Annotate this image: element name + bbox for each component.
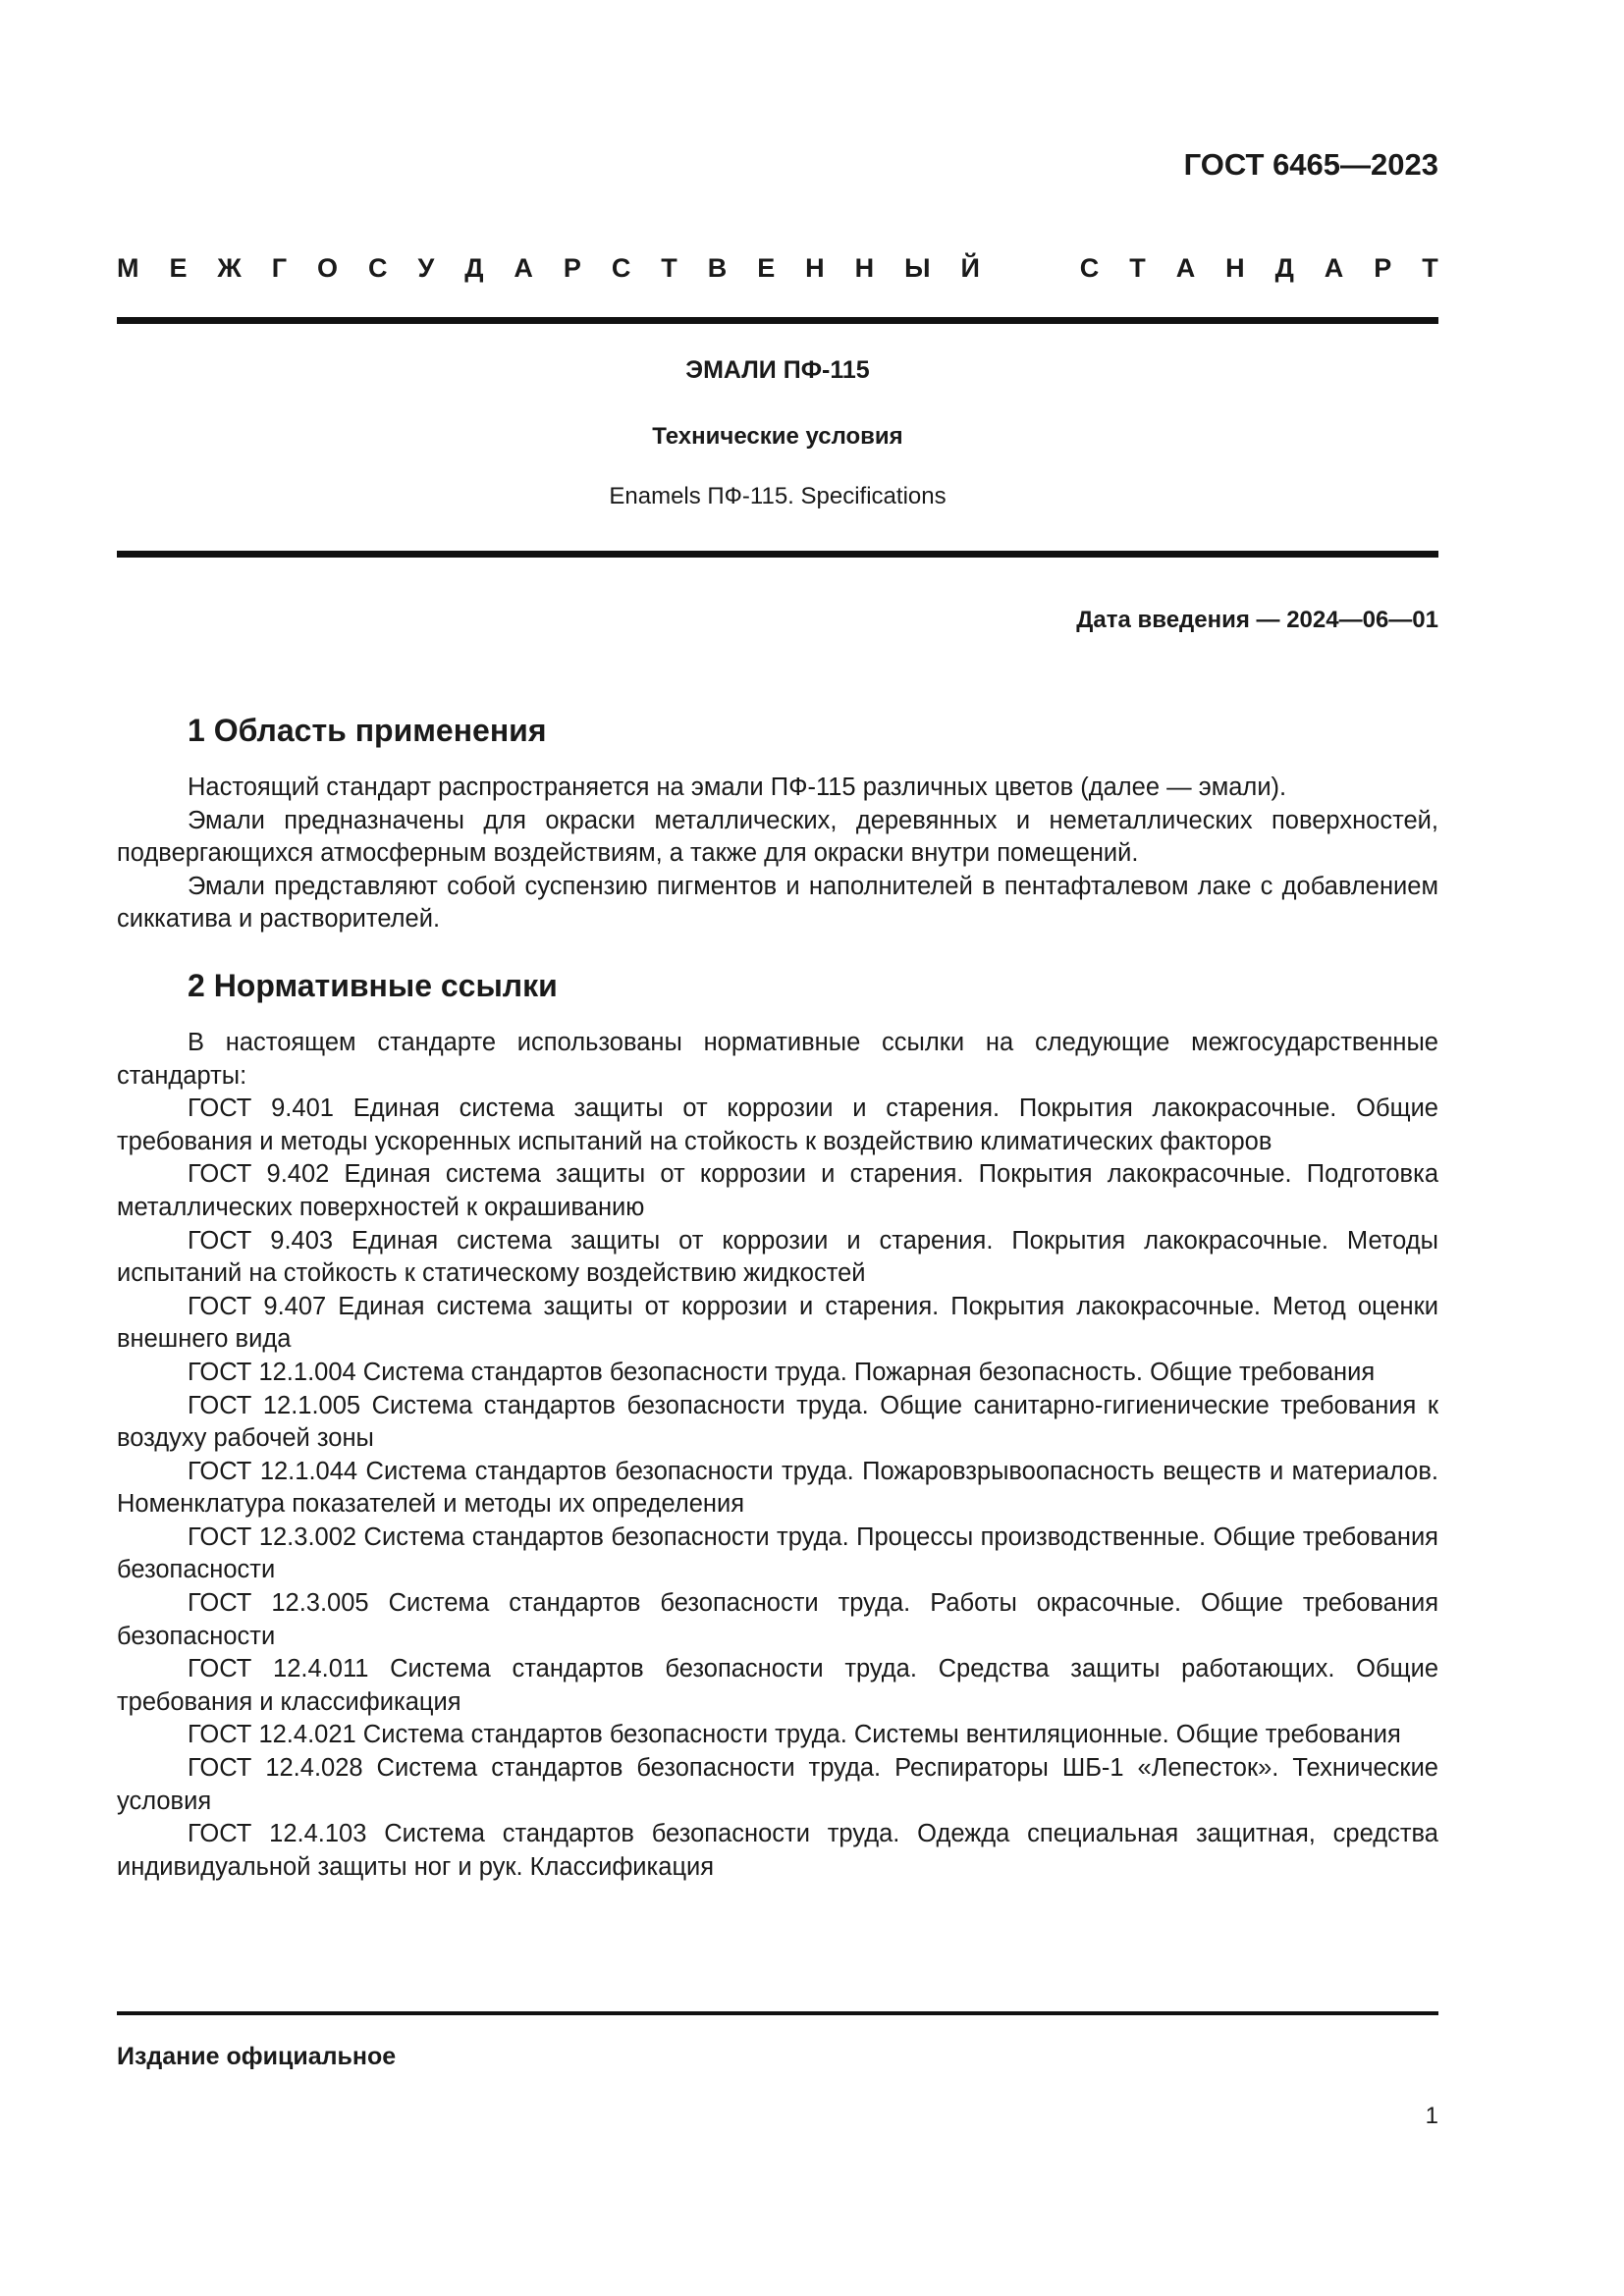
- standard-type-letter: У: [417, 253, 435, 283]
- reference-item: ГОСТ 12.1.004 Система стандартов безопасности труда. Пожарная безопасность. Общие требования: [188, 1358, 1376, 1386]
- section-heading-scope: 1 Область применения: [188, 713, 547, 748]
- reference-item: ГОСТ 12.3.002 Система стандартов безопасности труда. Процессы производственные. Общие требования безопасности: [117, 1522, 1438, 1584]
- document-subtitle: Технические условия: [652, 423, 903, 450]
- standard-type-letter: О: [317, 253, 339, 283]
- reference-item: ГОСТ 9.401 Единая система защиты от коррозии и старения. Покрытия лакокрасочные. Общие требования и методы ускоренных испытаний на стойкость к воздействию климатических факторов: [117, 1095, 1438, 1155]
- paragraph: В настоящем стандарте использованы нормативные ссылки на следующие межгосударственные стандарты:: [117, 1028, 1438, 1090]
- standard-type-letter: С: [368, 253, 388, 283]
- top-rule: [117, 317, 1438, 324]
- reference-item: ГОСТ 12.1.005 Система стандартов безопасности труда. Общие санитарно-гигиенические требования к воздуху рабочей зоны: [117, 1391, 1438, 1453]
- standard-type-letter: А: [514, 253, 533, 283]
- reference-item: ГОСТ 9.403 Единая система защиты от коррозии и старения. Покрытия лакокрасочные. Методы испытаний на стойкость к статическому воздействию жидкостей: [117, 1226, 1438, 1288]
- standard-type-letter: Д: [464, 253, 484, 283]
- paragraph: Эмали представляют собой суспензию пигментов и наполнителей в пентафталевом лаке с добавлением сиккатива и растворителей.: [117, 872, 1438, 934]
- standard-type-letter: Г: [271, 253, 288, 283]
- standard-type-letter: Е: [169, 253, 188, 283]
- standard-type-letter: В: [707, 253, 728, 283]
- reference-item: ГОСТ 12.4.011 Система стандартов безопасности труда. Средства защиты работающих. Общие требования и классификация: [117, 1655, 1438, 1716]
- paragraph: Эмали предназначены для окраски металлических, деревянных и неметаллических поверхностей, подвергающихся атмосферным воздействиям, а также для окраски внутри помещений.: [117, 806, 1438, 868]
- standard-type-letter: Й: [960, 253, 980, 283]
- paragraph: Настоящий стандарт распространяется на эмали ПФ-115 различных цветов (далее — эмали).: [188, 774, 1287, 801]
- reference-item: ГОСТ 12.1.044 Система стандартов безопасности труда. Пожаровзрывоопасность веществ и материалов. Номенклатура показателей и методы их определения: [117, 1457, 1438, 1519]
- standard-type-letter: М: [117, 253, 139, 283]
- english-title: Enamels ПФ-115. Specifications: [609, 483, 947, 509]
- introduction-date: Дата введения — 2024—06—01: [1076, 607, 1438, 633]
- standard-type-letter: А: [1175, 253, 1196, 283]
- standard-type-letter: Р: [563, 253, 581, 283]
- reference-item: ГОСТ 9.407 Единая система защиты от коррозии и старения. Покрытия лакокрасочные. Метод оценки внешнего вида: [117, 1292, 1438, 1354]
- standard-type-letter: Р: [1374, 253, 1392, 283]
- document-body: [117, 711, 1438, 1884]
- page-number: 1: [1425, 2103, 1438, 2129]
- reference-item: ГОСТ 12.4.021 Система стандартов безопасности труда. Системы вентиляционные. Общие требования: [188, 1721, 1401, 1749]
- standard-type-letter: А: [1324, 253, 1344, 283]
- reference-item: ГОСТ 12.4.028 Система стандартов безопасности труда. Респираторы ШБ-1 «Лепесток». Технические условия: [117, 1754, 1438, 1815]
- title-rule: [117, 551, 1438, 558]
- standard-type-letter: С: [611, 253, 631, 283]
- standard-type-banner: [117, 252, 1438, 284]
- standard-type-letter: Д: [1274, 253, 1294, 283]
- standard-type-letter: Н: [1225, 253, 1245, 283]
- word-gap: [1010, 252, 1050, 284]
- standard-type-letter: Ж: [217, 253, 242, 283]
- footer-rule: [117, 2011, 1438, 2015]
- standard-type-letter: Н: [854, 253, 875, 283]
- standard-type-letter: Т: [1129, 253, 1146, 283]
- document-code: ГОСТ 6465—2023: [1183, 147, 1438, 182]
- standard-type-letter: Т: [1422, 253, 1438, 283]
- reference-item: ГОСТ 12.3.005 Система стандартов безопасности труда. Работы окрасочные. Общие требования безопасности: [117, 1589, 1438, 1650]
- official-edition-label: Издание официальное: [117, 2043, 397, 2070]
- reference-item: ГОСТ 12.4.103 Система стандартов безопасности труда. Одежда специальная защитная, средства индивидуальной защиты ног и рук. Классификация: [117, 1820, 1438, 1881]
- standard-type-letter: Е: [757, 253, 776, 283]
- reference-item: ГОСТ 9.402 Единая система защиты от коррозии и старения. Покрытия лакокрасочные. Подготовка металлических поверхностей к окрашиванию: [117, 1160, 1438, 1221]
- standard-type-letter: С: [1079, 253, 1100, 283]
- section-heading-normative-references: 2 Нормативные ссылки: [188, 967, 558, 1003]
- standard-type-letter: Ы: [904, 253, 931, 283]
- document-title: ЭМАЛИ ПФ-115: [685, 356, 870, 384]
- document-page: [117, 0, 1438, 2296]
- standard-type-letter: Н: [805, 253, 825, 283]
- standard-type-letter: Т: [661, 253, 677, 283]
